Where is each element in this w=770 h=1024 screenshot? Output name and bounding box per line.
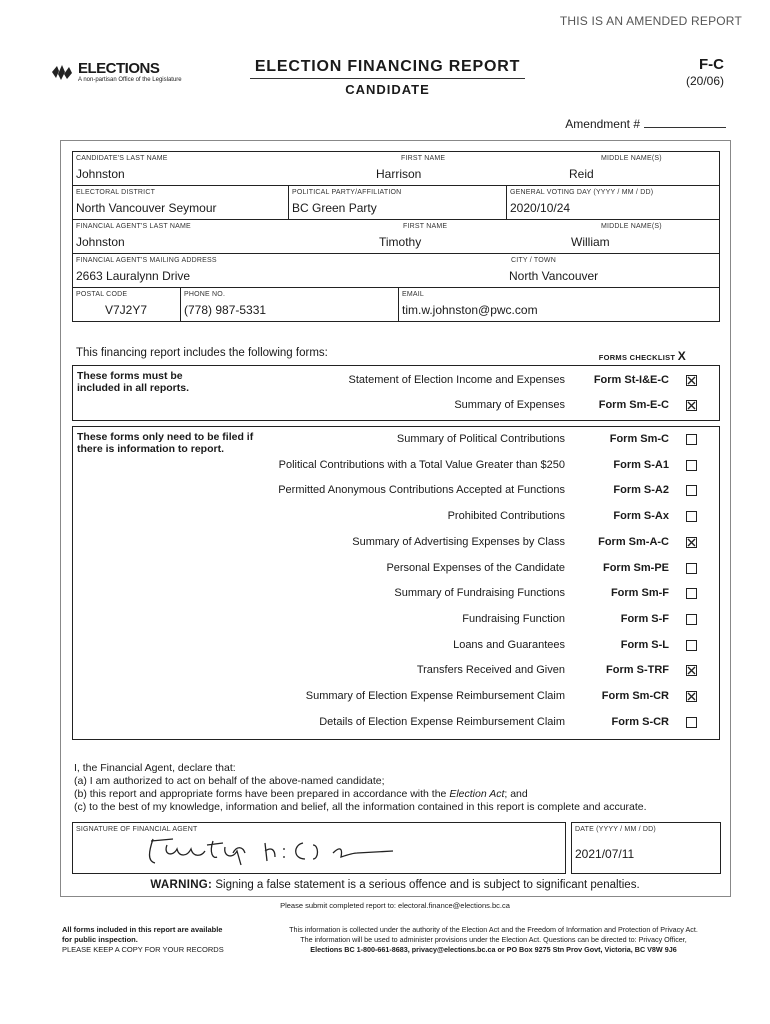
privacy-line3: Elections BC 1-800-661-8683, privacy@elections.bc.ca or PO Box 9275 Stn Prov Govt, Victoria, BC V8W 9J6 [310, 945, 677, 954]
form-row [73, 429, 719, 454]
form-checkbox[interactable] [686, 588, 697, 599]
form-description: Statement of Election Income and Expenses [348, 374, 565, 386]
field-label: MIDDLE NAME(S) [601, 223, 662, 230]
city-value: North Vancouver [509, 269, 599, 283]
form-checkbox[interactable] [686, 665, 697, 676]
party-value: BC Green Party [292, 201, 377, 215]
city-cell[interactable] [506, 254, 718, 287]
logo-name: ELECTIONS [78, 60, 160, 77]
form-code-label: Form S-A1 [613, 458, 669, 471]
form-checkbox[interactable] [686, 537, 697, 548]
form-checkbox[interactable] [686, 485, 697, 496]
field-label: PHONE NO. [184, 291, 226, 298]
form-description: Transfers Received and Given [416, 664, 565, 677]
form-description: Summary of Political Contributions [396, 433, 565, 445]
declaration-intro: I, the Financial Agent, declare that: [74, 762, 236, 774]
district-value: North Vancouver Seymour [76, 201, 217, 215]
checklist-mark: X [677, 349, 686, 363]
declaration-a: (a) I am authorized to act on behalf of the above-named candidate; [74, 775, 385, 787]
postal-code-value: V7J2Y7 [105, 303, 148, 317]
form-description: Personal Expenses of the Candidate [386, 561, 565, 574]
form-code-label: Form Sm-F [610, 587, 669, 600]
form-version: (20/06) [685, 74, 724, 88]
declaration-b-text: (b) this report and appropriate forms have been prepared in accordance with the [74, 788, 447, 800]
district-cell[interactable] [73, 186, 288, 219]
last-name-cell[interactable] [73, 152, 393, 185]
field-label: CITY / TOWN [511, 257, 556, 264]
form-description: Summary of Advertising Expenses by Class [352, 535, 565, 548]
form-row [73, 660, 719, 685]
form-checkbox[interactable] [686, 460, 697, 471]
submit-instructions: Please submit completed report to: electoral.finance@elections.bc.ca [280, 901, 510, 910]
form-description: Summary of Expenses [454, 399, 565, 411]
field-label: FINANCIAL AGENT'S MAILING ADDRESS [76, 257, 217, 264]
form-checkbox[interactable] [686, 563, 697, 574]
field-label: POSTAL CODE [76, 291, 128, 298]
form-row [73, 532, 719, 557]
first-name-cell[interactable] [376, 152, 493, 185]
postal-code-cell[interactable] [73, 288, 180, 321]
form-row [73, 395, 719, 420]
form-description: Political Contributions with a Total Value Greater than $250 [278, 458, 565, 471]
footer-left-line1: All forms included in this report are available [62, 925, 223, 934]
elections-logo-icon [50, 62, 74, 82]
email-value: tim.w.johnston@pwc.com [402, 303, 538, 317]
field-label: ELECTORAL DISTRICT [76, 189, 156, 196]
form-code: F-C [699, 56, 724, 73]
form-checkbox[interactable] [686, 400, 697, 411]
form-description: Prohibited Contributions [447, 510, 565, 523]
agent-first-name-cell[interactable] [379, 220, 493, 253]
email-cell[interactable] [398, 288, 719, 321]
form-description: Summary of Election Expense Reimbursement Claim [305, 690, 565, 702]
signature-field[interactable] [72, 822, 566, 874]
address-value: 2663 Lauralynn Drive [76, 269, 191, 283]
candidate-info-table [72, 151, 720, 322]
field-label: CANDIDATE'S LAST NAME [76, 155, 168, 162]
candidate-name-row [73, 152, 719, 186]
form-row [73, 686, 719, 711]
amendment-field[interactable] [644, 117, 726, 128]
form-description: Loans and Guarantees [453, 638, 565, 651]
form-row [73, 635, 719, 660]
declaration [74, 762, 647, 814]
form-code-label: Form Sm-CR [601, 690, 669, 702]
form-description: Fundraising Function [462, 612, 565, 625]
required-forms-heading: These forms must be included in all reports. [77, 370, 190, 394]
field-label: POLITICAL PARTY/AFFILIATION [292, 189, 402, 196]
elections-bc-logo [50, 60, 230, 90]
date-field[interactable] [571, 822, 721, 874]
date-value: 2021/07/11 [575, 847, 635, 861]
party-cell[interactable] [288, 186, 507, 219]
warning-statement [72, 879, 718, 891]
optional-forms-box [72, 426, 720, 740]
voting-day-value: 2020/10/24 [510, 201, 571, 215]
field-label: FIRST NAME [403, 223, 448, 230]
warning-label: WARNING: [150, 879, 213, 891]
agent-last-name-value: Johnston [76, 235, 125, 249]
form-row [73, 712, 719, 737]
address-cell[interactable] [73, 254, 506, 287]
agent-middle-names-cell[interactable] [493, 220, 719, 253]
form-row [73, 609, 719, 634]
contact-row [73, 288, 719, 321]
privacy-line2: The information will be used to administer provisions under the Election Act. Questions can be directed to: Privacy Officer, [300, 935, 687, 944]
district-row [73, 186, 719, 220]
declaration-b-end: ; and [504, 788, 528, 800]
form-code-label: Form S-CR [611, 715, 669, 728]
declaration-b [74, 788, 647, 801]
declaration-c: (c) to the best of my knowledge, information and belief, all the information contained in this report is complete and accurate. [74, 801, 647, 813]
footer-left-line2: for public inspection. [62, 935, 138, 944]
agent-first-name-value: Timothy [379, 235, 422, 249]
form-code-label: Form St-I&E-C [593, 374, 669, 386]
amendment-label: Amendment # [565, 117, 640, 131]
agent-middle-names-value: William [571, 235, 610, 249]
phone-cell[interactable] [180, 288, 399, 321]
privacy-line1: This information is collected under the authority of the Election Act and the Freedom of Information and Protection of Privacy Act. [289, 925, 698, 934]
form-checkbox[interactable] [686, 511, 697, 522]
field-label: FIRST NAME [401, 155, 446, 162]
checklist-label: FORMS CHECKLIST [598, 353, 676, 362]
form-description: Permitted Anonymous Contributions Accepted at Functions [278, 484, 565, 497]
required-forms-box [72, 365, 720, 421]
field-label: GENERAL VOTING DAY (YYYY / MM / DD) [510, 189, 654, 196]
report-subtitle: CANDIDATE [345, 82, 430, 97]
footer-left-line3: PLEASE KEEP A COPY FOR YOUR RECORDS [62, 945, 224, 954]
last-name-value: Johnston [76, 167, 125, 181]
form-checkbox[interactable] [686, 691, 697, 702]
form-row [73, 480, 719, 505]
logo-tagline: A non-partisan Office of the Legislature [78, 77, 182, 83]
form-row [73, 506, 719, 531]
middle-names-value: Reid [569, 167, 594, 181]
field-label: EMAIL [402, 291, 425, 298]
form-description: Summary of Fundraising Functions [394, 587, 565, 600]
address-row [73, 254, 719, 288]
form-row [73, 455, 719, 480]
warning-text: Signing a false statement is a serious offence and is subject to significant penalties. [215, 879, 640, 891]
handwritten-signature [143, 831, 403, 871]
field-label: MIDDLE NAME(S) [601, 155, 662, 162]
forms-checklist-header [599, 349, 686, 363]
public-inspection-note [62, 925, 224, 955]
amendment-number [565, 117, 726, 131]
amended-report-banner: THIS IS AN AMENDED REPORT [559, 14, 742, 28]
privacy-notice [256, 925, 731, 955]
date-label: DATE (YYYY / MM / DD) [575, 826, 656, 833]
declaration-b-act: Election Act [449, 788, 505, 800]
form-row [73, 370, 719, 395]
form-checkbox[interactable] [686, 640, 697, 651]
voting-day-cell[interactable] [506, 186, 719, 219]
first-name-value: Harrison [376, 167, 422, 181]
form-row [73, 558, 719, 583]
form-row [73, 583, 719, 608]
form-checkbox[interactable] [686, 434, 697, 445]
form-code-label: Form S-L [620, 638, 669, 651]
form-code-label: Form S-A2 [613, 484, 669, 497]
form-code-label: Form Sm-E-C [598, 399, 669, 411]
optional-forms-heading: These forms only need to be filed if there is information to report. [77, 431, 254, 455]
field-label: FINANCIAL AGENT'S LAST NAME [76, 223, 191, 230]
forms-intro: This financing report includes the following forms: [76, 347, 328, 359]
report-title: ELECTION FINANCING REPORT [250, 58, 525, 79]
form-code-label: Form Sm-PE [602, 561, 669, 574]
form-code-label: Form Sm-C [609, 433, 669, 445]
form-code-label: Form S-TRF [606, 664, 669, 677]
agent-last-name-cell[interactable] [73, 220, 393, 253]
phone-value: (778) 987-5331 [184, 303, 267, 317]
form-checkbox[interactable] [686, 375, 697, 386]
form-checkbox[interactable] [686, 614, 697, 625]
form-code-label: Form S-F [620, 612, 669, 625]
signature-label: SIGNATURE OF FINANCIAL AGENT [76, 826, 198, 833]
form-code-label: Form S-Ax [613, 510, 669, 523]
form-checkbox[interactable] [686, 717, 697, 728]
agent-name-row [73, 220, 719, 254]
form-code-label: Form Sm-A-C [598, 535, 669, 548]
middle-names-cell[interactable] [493, 152, 719, 185]
form-description: Details of Election Expense Reimbursement Claim [319, 715, 565, 728]
